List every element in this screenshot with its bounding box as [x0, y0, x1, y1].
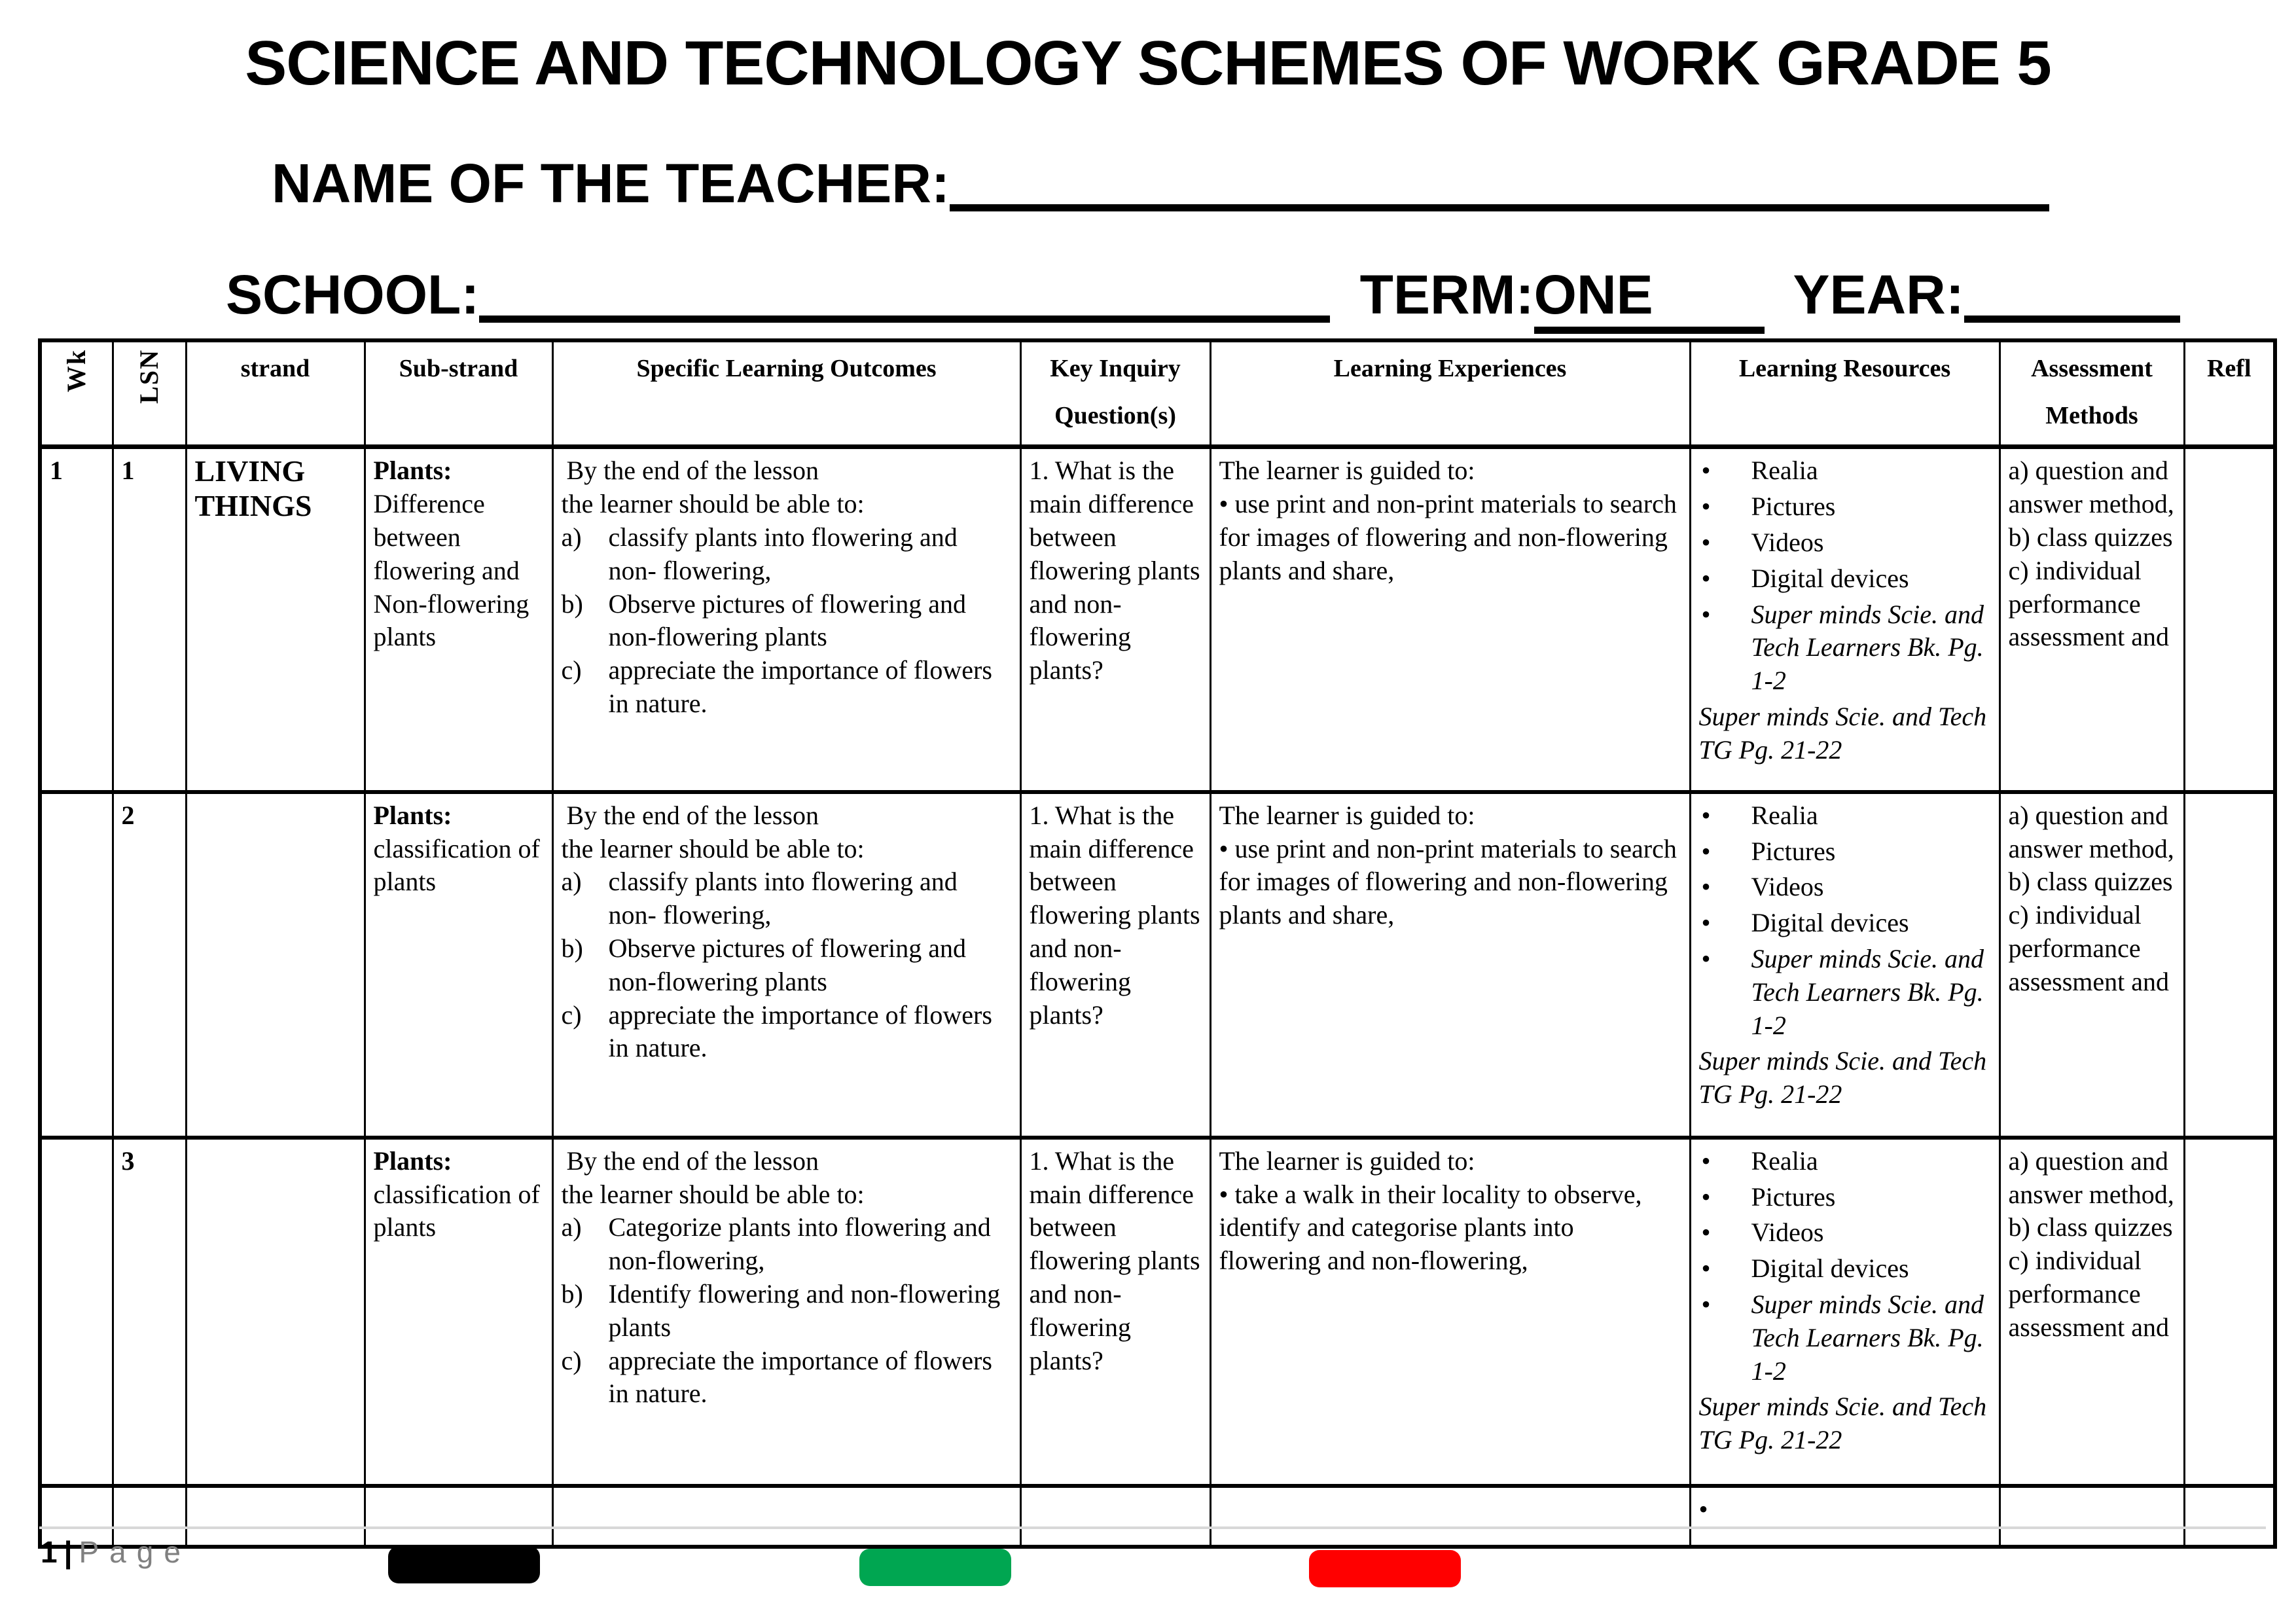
cell-sub-strand	[365, 1486, 552, 1547]
cell-refl	[2184, 792, 2275, 1138]
school-blank	[479, 316, 1330, 323]
cell-wk	[40, 792, 113, 1138]
resource-item: • Pictures	[1701, 492, 1836, 522]
black-swatch	[388, 1546, 540, 1583]
header-key-inquiry: Key Inquiry Question(s)	[1020, 340, 1210, 447]
outcome-item: a) classify plants into flowering and non- flowering,	[561, 867, 958, 930]
cell-resources	[1690, 1486, 2000, 1547]
header-lsn: LSN	[113, 340, 186, 447]
outcome-item: b) Observe pictures of flowering and non-flowering plants	[561, 588, 966, 652]
outcome-item: c) appreciate the importance of flowers in nature.	[561, 1000, 992, 1063]
resource-item: • Videos	[1701, 527, 1824, 557]
cell-resources	[1690, 447, 2000, 792]
outcome-item: b) Observe pictures of flowering and non-flowering plants	[561, 933, 966, 996]
cell-outcomes: By the end of the lesson the learner should be able to: a) classify plants into flowering and non- flowering, b) Observe pictures of flowering and non-flowering plants c) appreciate the importance of flowers in nature.	[552, 792, 1020, 1138]
header-sub-strand: Sub-strand	[365, 340, 552, 447]
cell-strand	[186, 1486, 365, 1547]
outcome-item: b) Identify flowering and non-flowering plants	[561, 1279, 1001, 1342]
cell-wk	[40, 1138, 113, 1486]
header-wk: Wk	[40, 340, 113, 447]
table-row	[40, 447, 2275, 792]
cell-assessment: a) question and answer method, b) class quizzes c) individual performance assessment and	[2000, 447, 2184, 792]
term-label: TERM:	[1359, 264, 1534, 325]
resource-item: • Super minds Scie. and Tech Learners Bk. Pg. 1-2	[1701, 944, 1984, 1040]
header-experiences: Learning Experiences	[1210, 340, 1690, 447]
schemes-of-work-table	[38, 338, 2277, 1549]
table-row-empty	[40, 1486, 2275, 1547]
header-strand: strand	[186, 340, 365, 447]
cell-assessment: a) question and answer method, b) class quizzes c) individual performance assessment and	[2000, 1138, 2184, 1486]
cell-strand	[186, 1138, 365, 1486]
resource-item: • Digital devices	[1701, 908, 1909, 938]
footer-divider	[39, 1526, 2266, 1529]
resource-item: • Pictures	[1701, 1182, 1836, 1212]
cell-refl	[2184, 1486, 2275, 1547]
teacher-name-blank	[950, 204, 2049, 211]
cell-key-inquiry: 1. What is the main difference between flowering plants and non-flowering plants?	[1020, 1138, 1210, 1486]
cell-experiences: The learner is guided to: • use print and non-print materials to search for images of flowering and non-flowering plants and share,	[1210, 447, 1690, 792]
red-swatch	[1309, 1550, 1461, 1587]
cell-lsn: 3	[113, 1138, 186, 1486]
green-swatch	[859, 1549, 1011, 1586]
header-resources: Learning Resources	[1690, 340, 2000, 447]
school-term-year-line	[226, 263, 2180, 334]
page-number: 1	[41, 1535, 58, 1569]
resource-item: • Pictures	[1701, 836, 1836, 866]
table-row	[40, 1138, 2275, 1486]
resource-item: • Realia	[1701, 800, 1818, 830]
header-assessment: Assessment Methods	[2000, 340, 2184, 447]
cell-resources	[1690, 792, 2000, 1138]
cell-experiences: The learner is guided to: • use print and non-print materials to search for images of flowering and non-flowering plants and share,	[1210, 792, 1690, 1138]
page-number-footer	[41, 1534, 191, 1570]
cell-key-inquiry: 1. What is the main difference between flowering plants and non-flowering plants?	[1020, 792, 1210, 1138]
cell-refl	[2184, 1138, 2275, 1486]
table-header-row	[40, 340, 2275, 447]
cell-outcomes	[552, 1486, 1020, 1547]
cell-experiences: The learner is guided to: • take a walk in their locality to observe, identify and categorise plants into flowering and non-flowering,	[1210, 1138, 1690, 1486]
page-number-separator: |	[63, 1535, 73, 1569]
header-outcomes: Specific Learning Outcomes	[552, 340, 1020, 447]
cell-assessment	[2000, 1486, 2184, 1547]
term-value: ONE	[1534, 263, 1765, 334]
resource-teacher-guide: Super minds Scie. and Tech TG Pg. 21-22	[1698, 1392, 1987, 1455]
resource-item: • Digital devices	[1701, 1254, 1909, 1284]
cell-resources	[1690, 1138, 2000, 1486]
outcome-item: c) appreciate the importance of flowers in nature.	[561, 655, 992, 718]
cell-experiences	[1210, 1486, 1690, 1547]
cell-outcomes: By the end of the lesson the learner should be able to: a) classify plants into flowering and non- flowering, b) Observe pictures of flowering and non-flowering plants c) appreciate the importance of flowers in nature.	[552, 447, 1020, 792]
lone-bullet: •	[1698, 1494, 1708, 1524]
header-refl: Refl	[2184, 340, 2275, 447]
cell-lsn: 1	[113, 447, 186, 792]
cell-key-inquiry: 1. What is the main difference between flowering plants and non-flowering plants?	[1020, 447, 1210, 792]
cell-strand	[186, 792, 365, 1138]
cell-lsn: 2	[113, 792, 186, 1138]
resource-item: • Digital devices	[1701, 563, 1909, 593]
resource-item: • Realia	[1701, 1146, 1818, 1176]
year-label: YEAR:	[1793, 264, 1964, 325]
cell-outcomes: By the end of the lesson the learner should be able to: a) Categorize plants into flowering and non-flowering, b) Identify flowering and non-flowering plants c) appreciate the importance of flowers in nature.	[552, 1138, 1020, 1486]
cell-strand: LIVING THINGS	[186, 447, 365, 792]
cell-sub-strand: Plants: Difference between flowering and Non-flowering plants	[365, 447, 552, 792]
page-title: SCIENCE AND TECHNOLOGY SCHEMES OF WORK GRADE 5	[245, 28, 2051, 98]
cell-refl	[2184, 447, 2275, 792]
resource-item: • Super minds Scie. and Tech Learners Bk. Pg. 1-2	[1701, 1290, 1984, 1386]
cell-assessment: a) question and answer method, b) class quizzes c) individual performance assessment and	[2000, 792, 2184, 1138]
outcome-item: a) classify plants into flowering and non- flowering,	[561, 522, 958, 585]
year-blank	[1964, 316, 2180, 323]
cell-sub-strand: Plants: classification of plants	[365, 792, 552, 1138]
outcome-item: a) Categorize plants into flowering and non-flowering,	[561, 1212, 991, 1276]
resource-item: • Realia	[1701, 456, 1818, 486]
teacher-label: NAME OF THE TEACHER:	[272, 153, 950, 214]
outcome-item: c) appreciate the importance of flowers in nature.	[561, 1345, 992, 1409]
cell-sub-strand: Plants: classification of plants	[365, 1138, 552, 1486]
resource-item: • Videos	[1701, 1218, 1824, 1248]
teacher-name-line	[272, 152, 2049, 215]
page-word: Page	[79, 1535, 191, 1569]
cell-wk: 1	[40, 447, 113, 792]
table-row	[40, 792, 2275, 1138]
resource-item: • Videos	[1701, 872, 1824, 902]
resource-teacher-guide: Super minds Scie. and Tech TG Pg. 21-22	[1698, 1046, 1987, 1110]
resource-item: • Super minds Scie. and Tech Learners Bk. Pg. 1-2	[1701, 599, 1984, 696]
cell-key-inquiry	[1020, 1486, 1210, 1547]
resource-teacher-guide: Super minds Scie. and Tech TG Pg. 21-22	[1698, 701, 1987, 765]
school-label: SCHOOL:	[226, 264, 480, 325]
